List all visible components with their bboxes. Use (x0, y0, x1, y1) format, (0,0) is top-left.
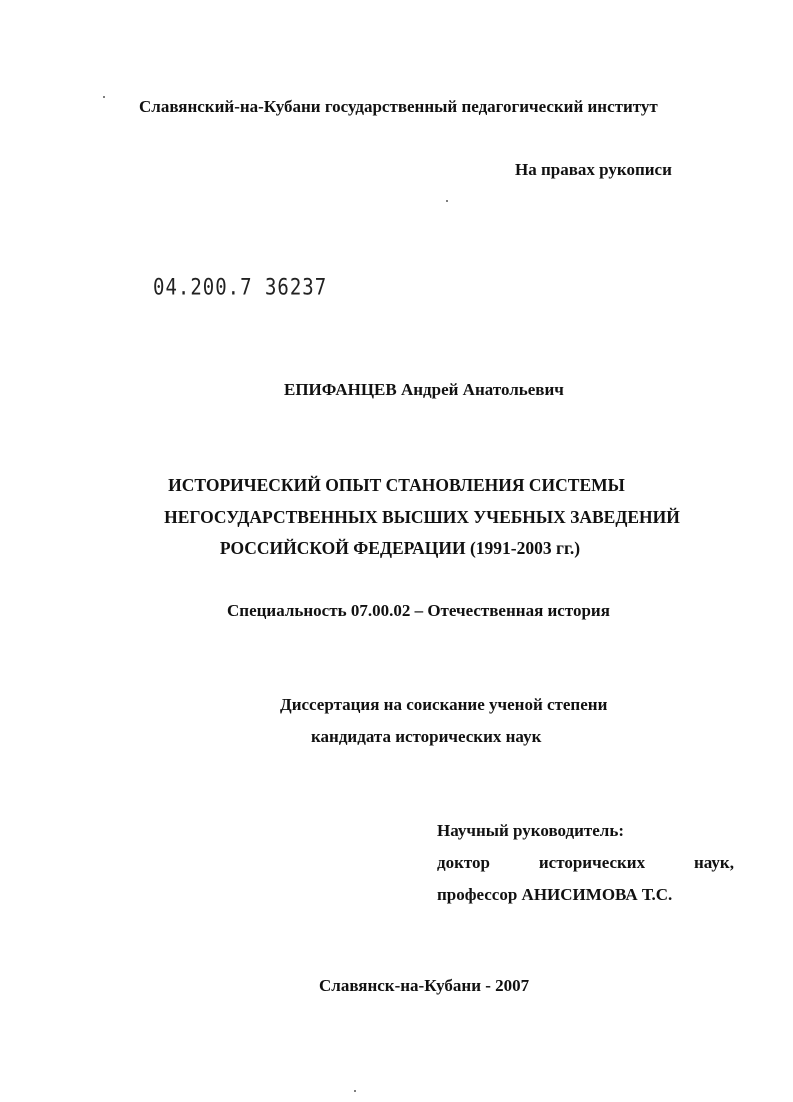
specialty: Специальность 07.00.02 – Отечественная история (227, 601, 610, 620)
registration-stamp: 04.200.7 36237 (153, 275, 328, 301)
advisor-degree-word: наук, (694, 853, 734, 872)
advisor-name: профессор АНИСИМОВА Т.С. (437, 885, 673, 904)
advisor-degree-word: исторических (538, 853, 646, 872)
scan-speck (103, 96, 105, 98)
advisor-degree (437, 853, 734, 873)
advisor-degree-word: доктор (437, 853, 490, 872)
scan-speck (446, 200, 448, 202)
degree-statement-line-2: кандидата исторических наук (311, 727, 542, 746)
advisor-label: Научный руководитель: (437, 821, 624, 840)
dissertation-title-line-2: НЕГОСУДАРСТВЕННЫХ ВЫСШИХ УЧЕБНЫХ ЗАВЕДЕНИЙ (164, 507, 680, 527)
dissertation-title-line-1: ИСТОРИЧЕСКИЙ ОПЫТ СТАНОВЛЕНИЯ СИСТЕМЫ (168, 475, 625, 495)
author-name: ЕПИФАНЦЕВ Андрей Анатольевич (284, 380, 564, 399)
degree-statement-line-1: Диссертация на соискание ученой степени (280, 695, 608, 714)
scan-speck (354, 1090, 356, 1092)
institute-name: Славянский-на-Кубани государственный педагогический институт (139, 97, 658, 116)
place-and-year: Славянск-на-Кубани - 2007 (319, 976, 530, 995)
manuscript-rights-note: На правах рукописи (515, 160, 672, 179)
dissertation-title-line-3: РОССИЙСКОЙ ФЕДЕРАЦИИ (1991-2003 гг.) (219, 538, 581, 558)
